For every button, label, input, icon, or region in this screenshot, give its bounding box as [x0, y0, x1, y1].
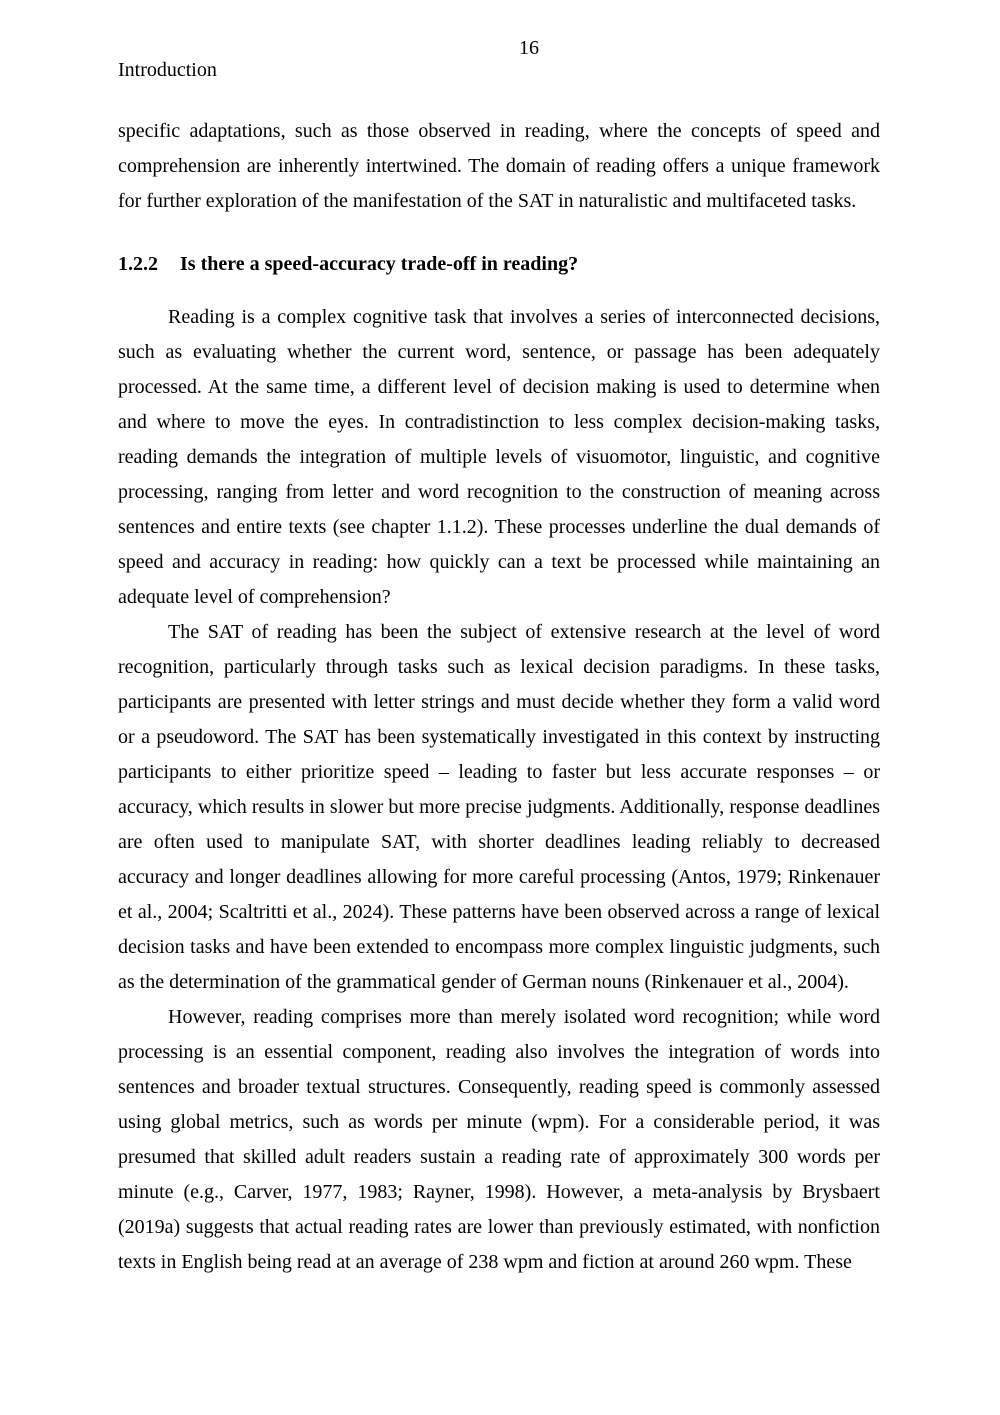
- paragraph: However, reading comprises more than merely isolated word recognition; while word processing is an essential component, reading also involves the integration of words into sentences and broader textual structures. Consequently, reading speed is commonly assessed using global metrics, such as words per minute (wpm). For a considerable period, it was presumed that skilled adult readers sustain a reading rate of approximately 300 words per minute (e.g., Carver, 1977, 1983; Rayner, 1998). However, a meta-analysis by Brysbaert (2019a) suggests that actual reading rates are lower than previously estimated, with nonfiction texts in English being read at an average of 238 wpm and fiction at around 260 wpm. These: [118, 1006, 880, 1273]
- paragraph: The SAT of reading has been the subject of extensive research at the level of word recognition, particularly through tasks such as lexical decision paradigms. In these tasks, participants are presented with letter strings and must decide whether they form a valid word or a pseudoword. The SAT has been systematically investigated in this context by instructing participants to either prioritize speed – leading to faster but less accurate responses – or accuracy, which results in slower but more precise judgments. Additionally, response deadlines are often used to manipulate SAT, with shorter deadlines leading reliably to decreased accuracy and longer deadlines allowing for more careful processing (Antos, 1979; Rinkenauer et al., 2004; Scaltritti et al., 2024). These patterns have been observed across a range of lexical decision tasks and have been extended to encompass more complex linguistic judgments, such as the determination of the grammatical gender of German nouns (Rinkenauer et al., 2004).: [118, 621, 880, 993]
- page-number: 16: [519, 37, 539, 59]
- page-content: [118, 114, 880, 1280]
- running-head: Introduction: [118, 59, 217, 81]
- section-number: 1.2.2: [118, 253, 158, 275]
- section-heading: [118, 247, 880, 282]
- paragraph: Reading is a complex cognitive task that involves a series of interconnected decisions, such as evaluating whether the current word, sentence, or passage has been adequately processed. At the same time, a different level of decision making is used to determine when and where to move the eyes. In contradistinction to less complex decision-making tasks, reading demands the integration of multiple levels of visuomotor, linguistic, and cognitive processing, ranging from letter and word recognition to the construction of meaning across sentences and entire texts (see chapter 1.1.2). These processes underline the dual demands of speed and accuracy in reading: how quickly can a text be processed while maintaining an adequate level of comprehension?: [118, 306, 880, 608]
- paragraph-continuation: specific adaptations, such as those observed in reading, where the concepts of speed and comprehension are inherently intertwined. The domain of reading offers a unique framework for further exploration of the manifestation of the SAT in naturalistic and multifaceted tasks.: [118, 120, 880, 212]
- section-title: Is there a speed-accuracy trade-off in reading?: [180, 253, 579, 275]
